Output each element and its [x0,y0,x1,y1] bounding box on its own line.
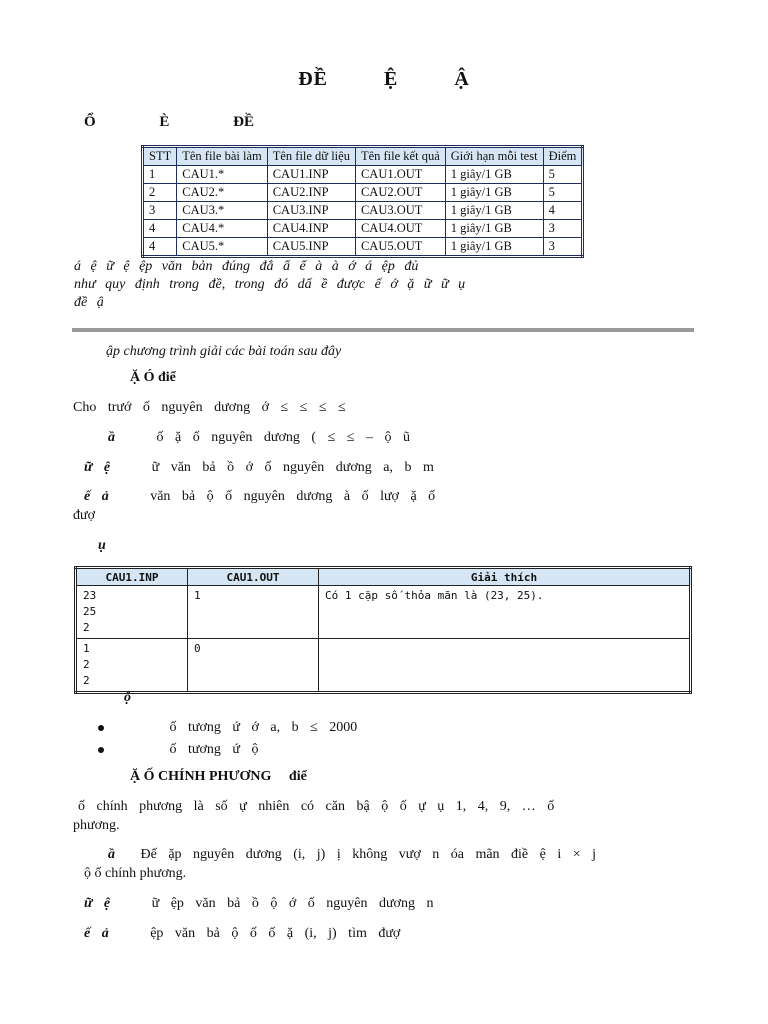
problem-2-heading [130,769,307,785]
files-table-header [143,147,583,166]
problem-1-given: Cho trướ ố nguyên dương ớ ≤ ≤ ≤ ≤ [73,400,346,415]
problem-1-input [84,460,434,476]
problem-2-definition-cont: phương. [73,818,120,833]
problem-1-heading: Ặ Ó điể [130,370,176,385]
sample-output: 1 [188,586,319,639]
cell: 1 giây/1 GB [445,202,543,220]
output-label: ế ả [84,926,109,941]
limit-item [98,720,357,736]
table-row [143,166,583,184]
bullet-icon [98,725,104,731]
input-text: ữ ệp văn bả ồ ộ ớ ố nguyên dương n [151,896,434,911]
sample-input [76,639,188,693]
input-line: 23 [83,589,97,602]
cell: CAU1.OUT [355,166,445,184]
divider [72,328,694,332]
problem-2-output [84,926,400,942]
problem-2-definition: ố chính phương là số ự nhiên có căn bậ ộ ố ự ụ 1, 4, 9, … ố [78,799,555,814]
example-label: ụ [98,538,106,553]
table-row [143,220,583,238]
cell: CAU3.INP [267,202,355,220]
cell: 4 [143,238,177,257]
cell: CAU3.* [177,202,267,220]
col-output-file: Tên file kết quả [355,147,445,166]
sample-explanation: Có 1 cặp số thỏa mãn là (23, 25). [319,586,691,639]
cell: CAU4.* [177,220,267,238]
requirement-text: Đế ặp nguyên dương (i, j) ị không vượ n óa mãn điề ệ i × j [140,847,597,862]
cell: 3 [543,220,583,238]
section-heading: Ổ È ĐỀ [84,114,255,130]
col-stt: STT [143,147,177,166]
problem-1-output-cont: đượ [73,508,95,523]
page-title: ĐỀ Ệ Ậ [298,68,470,90]
cell: 3 [143,202,177,220]
intro-text: ập chương trình giải các bài toán sau đây [106,344,342,359]
table-row [143,238,583,257]
sample-input [76,586,188,639]
problem-1-output [84,489,435,505]
cell: 5 [543,184,583,202]
table-row [76,586,691,639]
cell: 1 giây/1 GB [445,220,543,238]
col-points: Điểm [543,147,583,166]
cell: 1 giây/1 GB [445,166,543,184]
input-text: ữ văn bả ồ ớ ố nguyên dương a, b m [151,460,434,475]
cell: 4 [543,202,583,220]
cell: 4 [143,220,177,238]
cell: CAU2.OUT [355,184,445,202]
problem-2-requirement-cont: ộ ố chính phương. [84,866,187,881]
col-input-file: Tên file dữ liệu [267,147,355,166]
note-line: đề ậ [74,295,104,310]
output-text: ệp văn bả ộ ố ố ặ (i, j) tìm đượ [150,926,401,941]
sample-explanation [319,639,691,693]
input-line: 1 [83,642,90,655]
note-line: á ệ ữ ệ ệp văn bản đúng đắ ẩ ể à à ớ á ệp đủ [74,259,419,274]
problem-2-requirement [108,847,596,863]
samples-table [74,566,692,694]
table-row [76,639,691,693]
col-output: CAU1.OUT [188,568,319,586]
output-text: văn bả ộ ố nguyên dương à ố lượ ặ ố [150,489,436,504]
table-row [143,202,583,220]
requirement-label: ầ [108,847,115,862]
cell: CAU5.* [177,238,267,257]
col-explanation: Giải thích [319,568,691,586]
heading-text: Ặ Ố CHÍNH PHƯƠNG [130,769,272,784]
cell: 3 [543,238,583,257]
input-label: ữ ệ [84,896,111,911]
table-row [143,184,583,202]
cell: CAU4.INP [267,220,355,238]
output-label: ế ả [84,489,109,504]
heading-points: điể [288,769,307,784]
input-line: 2 [83,658,90,671]
limit-text: ố tương ứ ớ a, b ≤ 2000 [169,720,358,735]
cell: CAU5.OUT [355,238,445,257]
files-table [141,145,584,258]
cell: CAU1.* [177,166,267,184]
input-label: ữ ệ [84,460,111,475]
sample-output: 0 [188,639,319,693]
col-input: CAU1.INP [76,568,188,586]
cell: CAU4.OUT [355,220,445,238]
bullet-icon [98,747,104,753]
cell: 5 [543,166,583,184]
col-source-file: Tên file bài làm [177,147,267,166]
limit-item [98,742,258,758]
cell: CAU1.INP [267,166,355,184]
cell: 2 [143,184,177,202]
problem-1-requirement [108,430,410,446]
requirement-text: ố ặ ố nguyên dương ( ≤ ≤ – ộ ũ [156,430,410,445]
samples-header [76,568,691,586]
cell: 1 [143,166,177,184]
problem-2-input [84,896,433,912]
limits-label: ộ [124,690,131,705]
input-line: 2 [83,674,90,687]
note-line: như quy định trong đề, trong đó dấ ề được ế ớ ặ ữ ữ ụ [74,277,466,292]
cell: 1 giây/1 GB [445,238,543,257]
input-line: 25 [83,605,97,618]
limit-text: ố tương ứ ộ [169,742,259,757]
requirement-label: ầ [108,430,115,445]
cell: CAU5.INP [267,238,355,257]
input-line: 2 [83,621,90,634]
cell: CAU3.OUT [355,202,445,220]
cell: 1 giây/1 GB [445,184,543,202]
col-limit: Giới hạn mỗi test [445,147,543,166]
cell: CAU2.* [177,184,267,202]
instructions-note [74,258,694,312]
cell: CAU2.INP [267,184,355,202]
